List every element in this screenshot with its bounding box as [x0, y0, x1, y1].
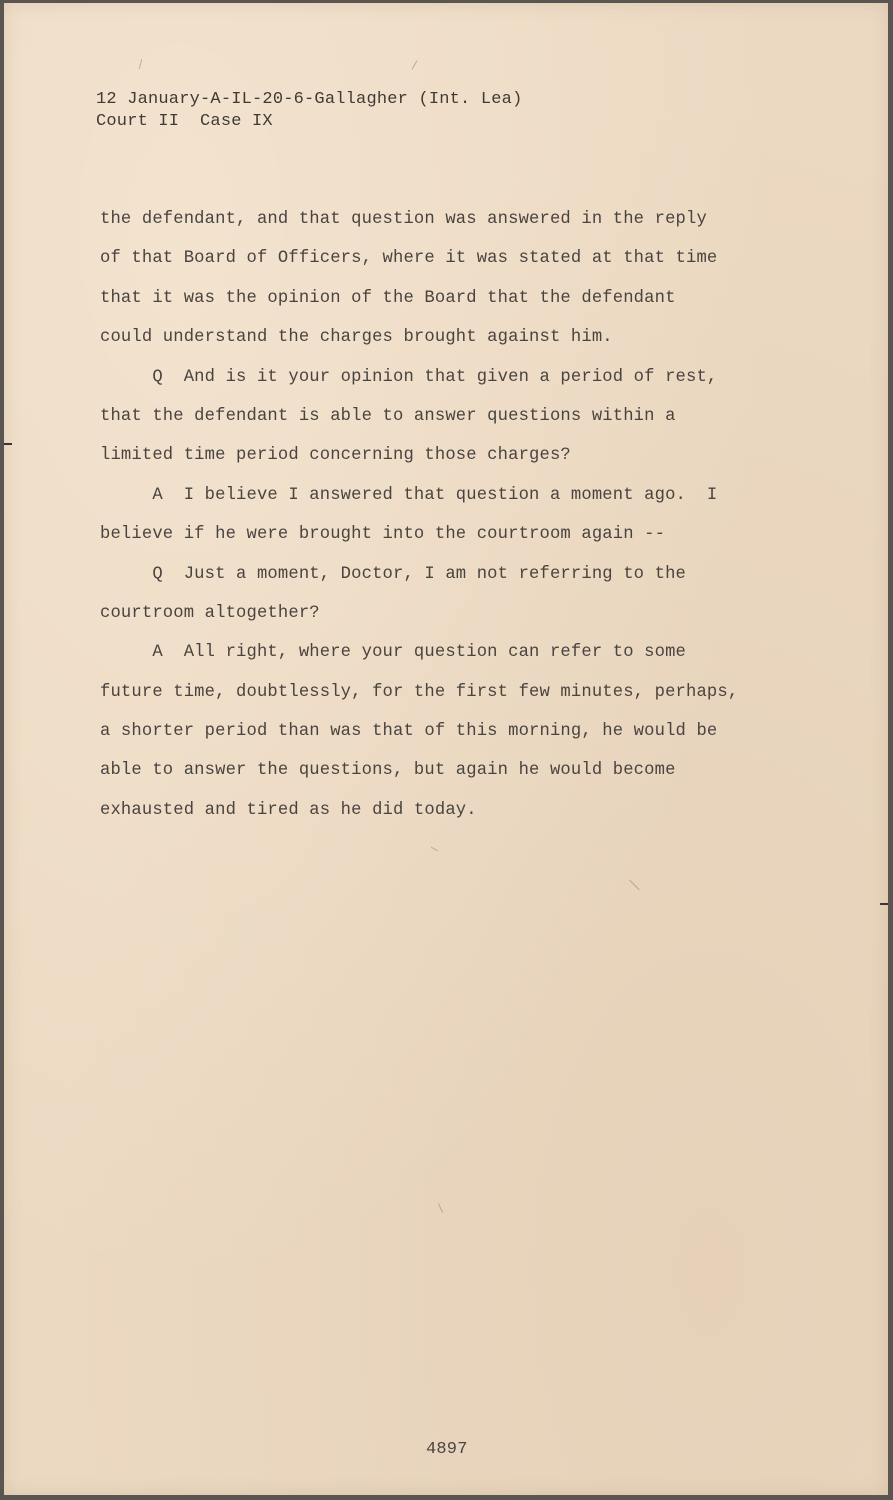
- text-line: A All right, where your question can refer to some: [100, 643, 686, 663]
- text-line: exhausted and tired as he did today.: [100, 800, 477, 820]
- text-line: could understand the charges brought against him.: [100, 328, 613, 348]
- paper-speck: [438, 1203, 443, 1212]
- paper-edge-mark: [880, 903, 888, 905]
- text-line: a shorter period than was that of this morning, he would be: [100, 722, 718, 742]
- text-line: believe if he were brought into the courtroom again --: [100, 525, 666, 545]
- text-line: Q Just a moment, Doctor, I am not referring to the: [100, 564, 686, 584]
- text-line: of that Board of Officers, where it was stated at that time: [100, 249, 718, 269]
- text-line: that it was the opinion of the Board that the defendant: [100, 288, 676, 308]
- document-header: [96, 89, 522, 133]
- paper-speck: [629, 880, 640, 891]
- text-line: able to answer the questions, but again he would become: [100, 761, 676, 781]
- text-line: future time, doubtlessly, for the first few minutes, perhaps,: [100, 682, 739, 702]
- text-line: A I believe I answered that question a moment ago. I: [100, 485, 718, 505]
- text-line: Q And is it your opinion that given a period of rest,: [100, 367, 718, 387]
- paper-speck: [431, 847, 438, 852]
- header-line-date-reference: 12 January-A-IL-20-6-Gallagher (Int. Lea): [96, 90, 523, 109]
- paper-speck: [139, 59, 143, 69]
- paper-edge-mark: [4, 443, 12, 445]
- text-line: limited time period concerning those charges?: [100, 446, 571, 466]
- text-line: that the defendant is able to answer questions within a: [100, 406, 676, 426]
- paper-speck: [412, 60, 418, 69]
- transcript-body: [100, 200, 820, 830]
- page-number: 4897: [426, 1440, 468, 1459]
- header-line-court-case: Court II Case IX: [96, 112, 273, 131]
- text-line: the defendant, and that question was answered in the reply: [100, 210, 707, 229]
- text-line: courtroom altogether?: [100, 603, 320, 623]
- document-page: [4, 3, 888, 1495]
